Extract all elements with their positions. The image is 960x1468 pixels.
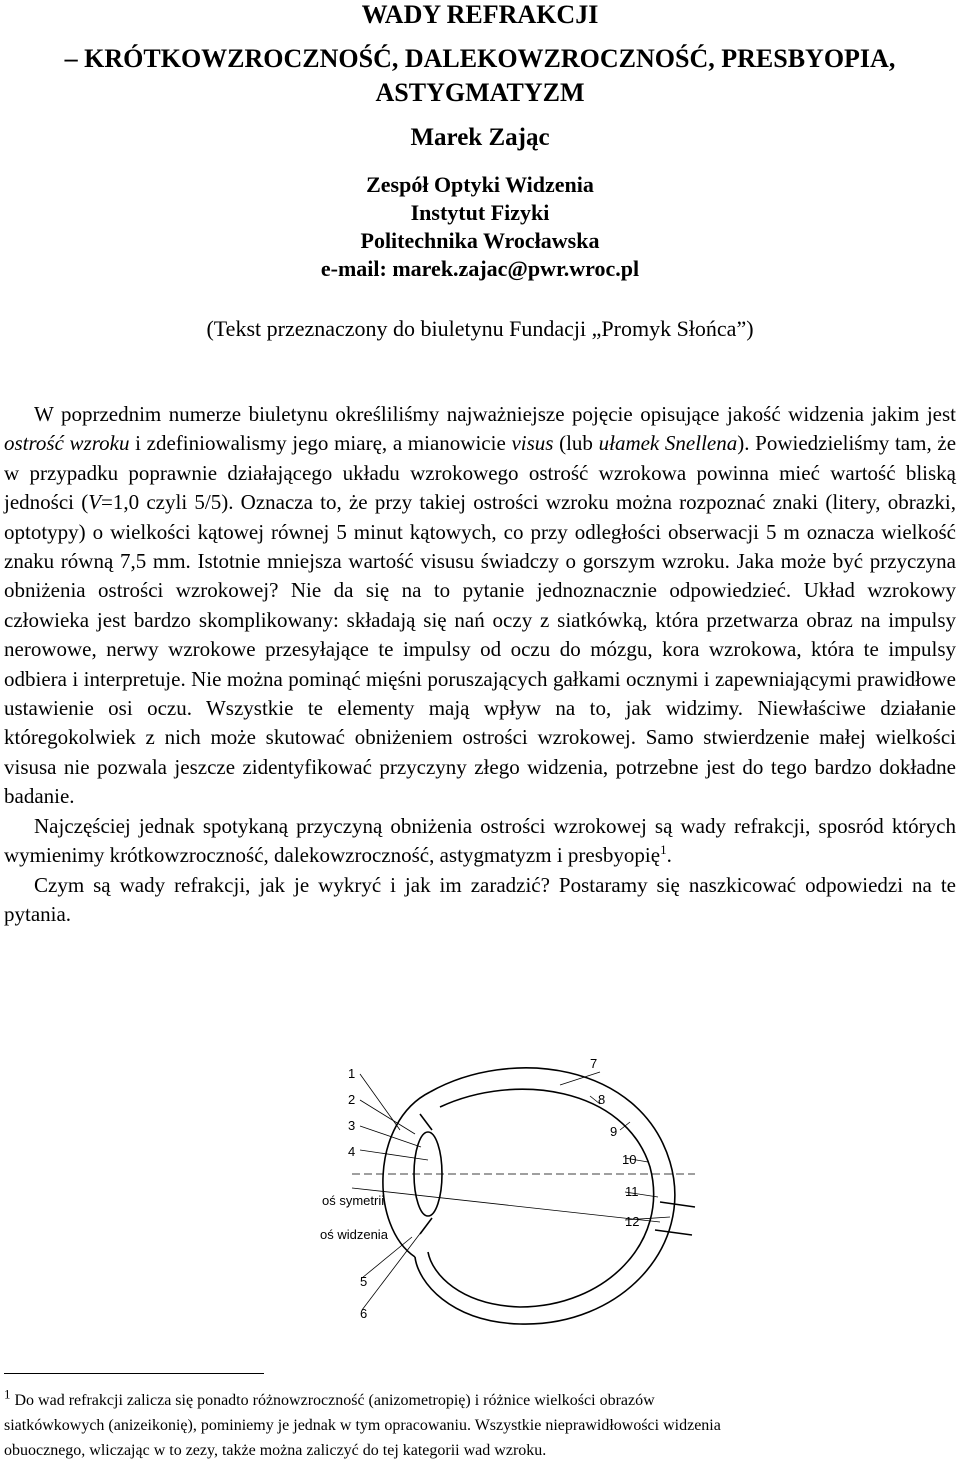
affiliation-university: Politechnika Wrocławska [360, 228, 600, 253]
footnote-ref[interactable]: 1 [660, 842, 667, 858]
p3-text: Czym są wady refrakcji, jak je wykryć i jak im zaradzić? Postaramy się naszkicować odpowiedzi na te pytania. [4, 872, 956, 926]
diagram-label-2: 2 [348, 1092, 356, 1107]
p1-text-b: i zdefiniowalismy jego miarę, a mianowicie [129, 431, 512, 456]
eye-retina [428, 1089, 654, 1307]
diagram-label-5: 5 [360, 1274, 368, 1289]
p1-term-ostrosc: ostrość wzroku [4, 431, 130, 456]
eye-cross-section-diagram [300, 1052, 700, 1332]
p1-text-a: W poprzednim numerze biuletynu określiliśmy najważniejsze pojęcie opisujące jakość widzenia jakim jest [34, 402, 956, 426]
document-subtitle-line2: ASTYGMATYZM [375, 78, 585, 107]
p1-text-d: ). Powiedzieliśmy tam, że w przypadku poprawnie działającego układu wzrokowego ostrość wzrokowa powinna mieć wartość bliską jedności ( [4, 431, 957, 515]
footnote-mark: 1 [4, 1386, 11, 1402]
document-title: WADY REFRAKCJI [361, 0, 599, 29]
p1-text-e: =1,0 czyli 5/5). Oznacza to, że przy takiej ostrości wzroku można rozpoznać znaki (litery, obrazki, optotypy) o wielkości kątowej równej 5 minut kątowych, co przy odległości obserwacji 5 m oznacza wielkość znaku równą 7,5 mm. Istotnie mniejsza wartość visusu świadczy o gorszym wzroku. Jaka może być przyczyna obniżenia ostrości wzrokowej? Nie da się na to pytanie jednoznacznie odpowiedzieć. Układ wzrokowy człowieka jest bardzo skomplikowany: składają się nań oczy z siatkówką, która przetwarza obraz na impulsy nerowowe, nerwy wzrokowe przesyłające te impulsy od oczu do mózgu, kora wzrokowa, która te impulsy odbiera i interpretuje. Nie można pominąć mięśni poruszających gałkami ocznymi i zapewniającymi prawidłowe ustawienie osi oczu. Wszystkie te elementy mają wpływ na to, jak widzimy. Niewłaściwe działanie któregokolwiek z nich może skutować obniżeniem ostrości wzrokowej. Samo stwierdzenie małej wielkości visusa nie pozwala jeszcze zidentyfikować przyczyny złego widzenia, potrzebne jest do tego bardzo dokładne badanie. [4, 490, 956, 809]
diagram-label-9: 9 [610, 1124, 618, 1139]
author-name: Marek Zając [410, 124, 550, 151]
affiliation-team: Zespół Optyki Widzenia [366, 172, 594, 197]
p1-text-c: (lub [553, 431, 599, 456]
affiliation-email: e-mail: marek.zajac@pwr.wroc.pl [320, 256, 640, 281]
footnote-text-1: Do wad refrakcji zalicza się ponadto różnowzroczność (anizometropię) i różnice wielkości obrazów [10, 1392, 655, 1409]
p1-term-visus: visus [511, 431, 554, 456]
footnote-line-3: obuocznego, wliczając w to zezy, także można zaliczyć do tej kategorii wad wzroku. [4, 1442, 547, 1459]
diagram-label-10: 10 [622, 1152, 637, 1167]
symmetry-axis-label: oś symetrii [322, 1193, 385, 1208]
diagram-label-11: 11 [625, 1184, 639, 1199]
p2-text: Najczęściej jednak spotykaną przyczyną obniżenia ostrości wzrokowej są wady refrakcji, sposród których wymienimy krótkowzroczność, dalekowzroczność, astygmatyzm i presbyopię [4, 813, 956, 868]
footnote-line-1 [4, 1388, 956, 1413]
diagram-label-4: 4 [348, 1144, 356, 1159]
footnote-separator [4, 1373, 264, 1374]
p1-term-snellen: ułamek Snellena [598, 431, 738, 456]
affiliation-institute: Instytut Fizyki [410, 200, 550, 225]
footnote [4, 1388, 956, 1463]
paragraph-1 [4, 400, 956, 812]
body-text [4, 400, 956, 929]
vision-axis-label: oś widzenia [320, 1227, 388, 1242]
vision-axis-line [352, 1188, 660, 1222]
publication-note: (Tekst przeznaczony do biuletynu Fundacji „Promyk Słońca”) [206, 316, 754, 341]
diagram-label-8: 8 [598, 1092, 606, 1107]
diagram-label-12: 12 [625, 1214, 640, 1229]
p1-term-v: V [88, 490, 102, 515]
paragraph-3 [4, 871, 956, 930]
eye-iris-upper [420, 1114, 432, 1130]
footnote-line-2: siatkówkowych (anizeikonię), pominiemy je jednak w tym opracowaniu. Wszystkie nieprawidłowości widzenia [4, 1417, 721, 1434]
diagram-label-6: 6 [360, 1306, 368, 1321]
diagram-label-3: 3 [348, 1118, 356, 1133]
document-subtitle-line1: – KRÓTKOWZROCZNOŚĆ, DALEKOWZROCZNOŚĆ, PRESBYOPIA, [64, 44, 896, 73]
diagram-label-1: 1 [348, 1066, 356, 1081]
p2-end: . [666, 843, 672, 868]
paragraph-2 [4, 812, 956, 871]
diagram-label-7: 7 [590, 1056, 598, 1071]
